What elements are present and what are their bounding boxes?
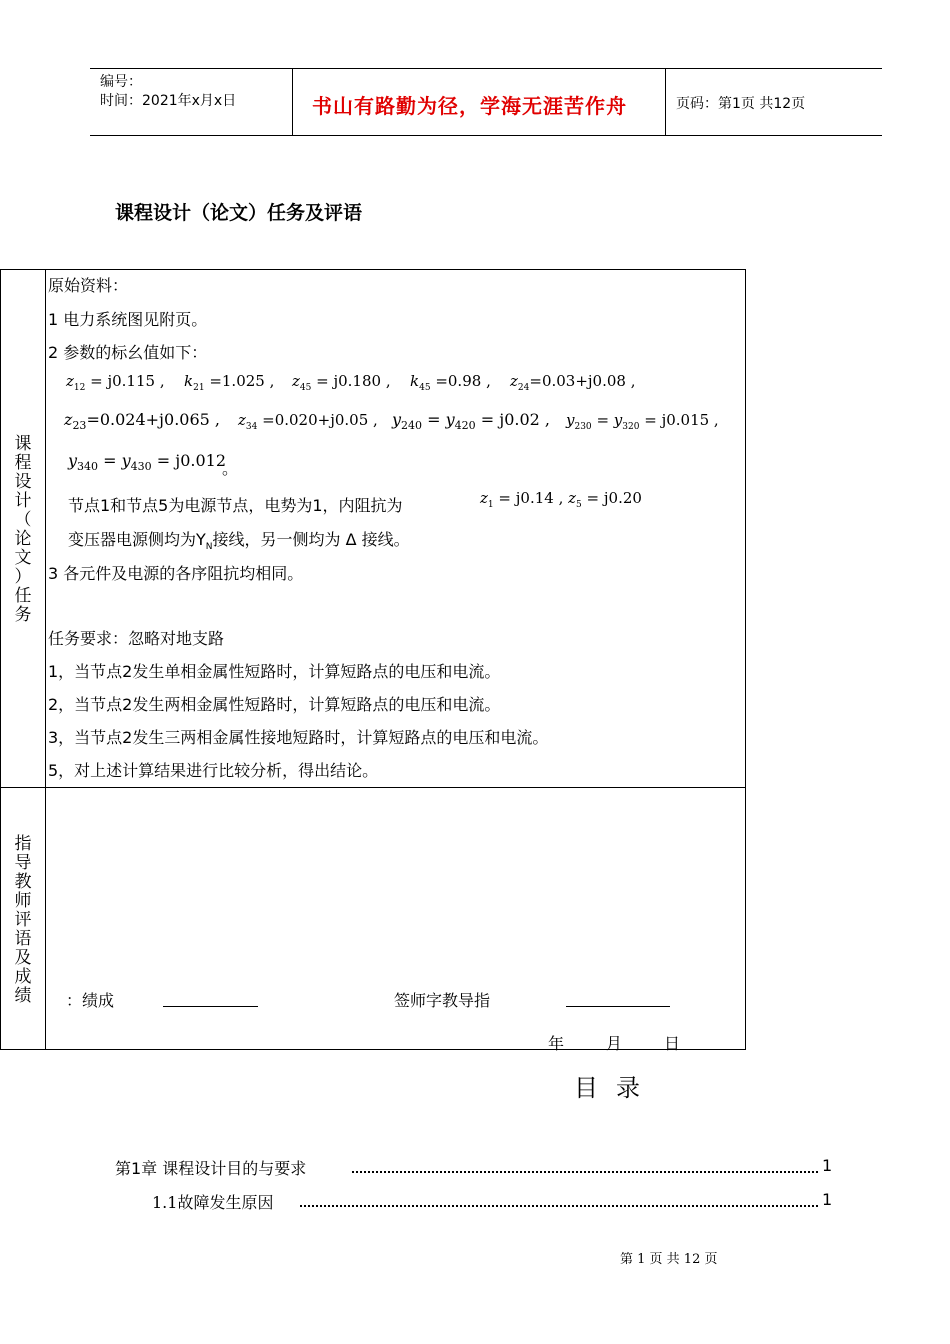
date-month: 月: [606, 1034, 623, 1053]
param-z12: $z_{12} = j0.115$ ,: [66, 372, 165, 393]
item-3: 3 各元件及电源的各序阻抗均相同。: [48, 564, 304, 583]
header-code-label: 编号：: [100, 74, 142, 90]
header-time-label: 时间：2021年x月x日: [100, 93, 237, 109]
table-row-divider: [1, 787, 745, 788]
toc-entry-2[interactable]: [152, 1190, 832, 1213]
task-side-label-char: 任: [14, 586, 32, 606]
task-side-label: [1, 435, 45, 625]
header-motto: 书山有路勤为径，学海无涯苦作舟: [312, 94, 627, 118]
task-side-label-char: 论: [14, 529, 32, 549]
review-side-label-char: 指: [14, 834, 32, 854]
param-y240-y420: $y_{240} = y_{420} = j0.02$ ,: [392, 410, 551, 433]
date-day: 日: [664, 1034, 681, 1053]
review-side-label-char: 评: [14, 910, 32, 930]
requirement-3: 3，当节点2发生三两相金属性接地短路时，计算短路点的电压和电流。: [48, 728, 549, 747]
task-requirement: 任务要求：忽略对地支路: [48, 629, 225, 648]
header-top-rule: [90, 68, 882, 69]
toc-entry-1-label: 第1章 课程设计目的与要求: [115, 1159, 307, 1178]
toc-entry-2-leader: [300, 1205, 818, 1207]
param-k45: $k_{45} =0.98$ ,: [410, 372, 491, 393]
review-side-label-char: 语: [14, 929, 32, 949]
toc-title: 目录: [574, 1074, 658, 1102]
task-side-label-char: 课: [14, 434, 32, 454]
review-side-label-char: 绩: [14, 986, 32, 1006]
raw-data-heading: 原始资料：: [48, 276, 129, 295]
param-z24: $z_{24}=0.03+j0.08$ ,: [510, 372, 636, 393]
signature-blank: [566, 1006, 670, 1007]
param-z23: $z_{23}=0.024+j0.065$ ,: [64, 410, 220, 433]
param-z34: $z_{34} =0.020+j0.05$ ,: [238, 411, 378, 432]
review-side-label-char: 及: [14, 948, 32, 968]
param-y340-y430: $y_{340} = y_{430} = j0.012$: [68, 451, 227, 474]
review-side-label: [1, 835, 45, 1006]
task-side-label-char: 设: [14, 472, 32, 492]
param-end-mark: 。: [222, 459, 239, 478]
param-z45: $z_{45} = j0.180$ ,: [292, 372, 391, 393]
toc-entry-2-label: 1.1故障发生原因: [152, 1193, 274, 1212]
header-divider-left: [292, 68, 293, 136]
review-side-label-char: 师: [14, 891, 32, 911]
source-nodes-text: 节点1和节点5为电源节点，电势为1，内阻抗为: [68, 496, 403, 515]
document-title: 课程设计（论文）任务及评语: [115, 202, 363, 224]
task-side-label-char: 计: [14, 491, 32, 511]
toc-entry-1[interactable]: [115, 1156, 835, 1179]
table-column-divider: [45, 270, 46, 1049]
date-year: 年: [548, 1034, 565, 1053]
requirement-2: 2，当节点2发生两相金属性短路时，计算短路点的电压和电流。: [48, 695, 501, 714]
review-side-label-char: 导: [14, 853, 32, 873]
param-k21: $k_{21} =1.025$ ,: [184, 372, 275, 393]
transformer-text: 变压器电源侧均为$Y_N$接线，另一侧均为 Δ 接线。: [68, 530, 410, 553]
page-footer: 第 1 页 共 12 页: [620, 1252, 718, 1267]
teacher-signature-label: 签师字教导指: [394, 991, 491, 1010]
param-y230-y320: $y_{230} = y_{320} = j0.015$ ,: [566, 411, 719, 432]
param-z1-z5: $z_1 = j0.14$ , $z_5 = j0.20$: [480, 489, 642, 510]
requirement-1: 1，当节点2发生单相金属性短路时，计算短路点的电压和电流。: [48, 662, 501, 681]
header-divider-right: [665, 68, 666, 136]
task-side-label-char: 文: [14, 548, 32, 568]
review-side-label-char: 成: [14, 967, 32, 987]
header-bottom-rule: [90, 135, 882, 136]
task-side-label-char: ）: [14, 567, 32, 587]
task-side-label-char: （: [14, 510, 32, 530]
grade-blank: [163, 1006, 258, 1007]
item-2: 2 参数的标幺值如下：: [48, 343, 208, 362]
header-page-label: 页码：第1页 共12页: [676, 96, 806, 112]
grade-label: ：绩成: [66, 991, 115, 1010]
requirement-5: 5，对上述计算结果进行比较分析，得出结论。: [48, 761, 379, 780]
toc-entry-2-page: 1: [822, 1190, 833, 1209]
toc-entry-1-page: 1: [822, 1156, 833, 1175]
toc-entry-1-leader: [352, 1171, 818, 1173]
task-side-label-char: 程: [14, 453, 32, 473]
task-side-label-char: 务: [14, 605, 32, 625]
item-1: 1 电力系统图见附页。: [48, 310, 208, 329]
review-side-label-char: 教: [14, 872, 32, 892]
